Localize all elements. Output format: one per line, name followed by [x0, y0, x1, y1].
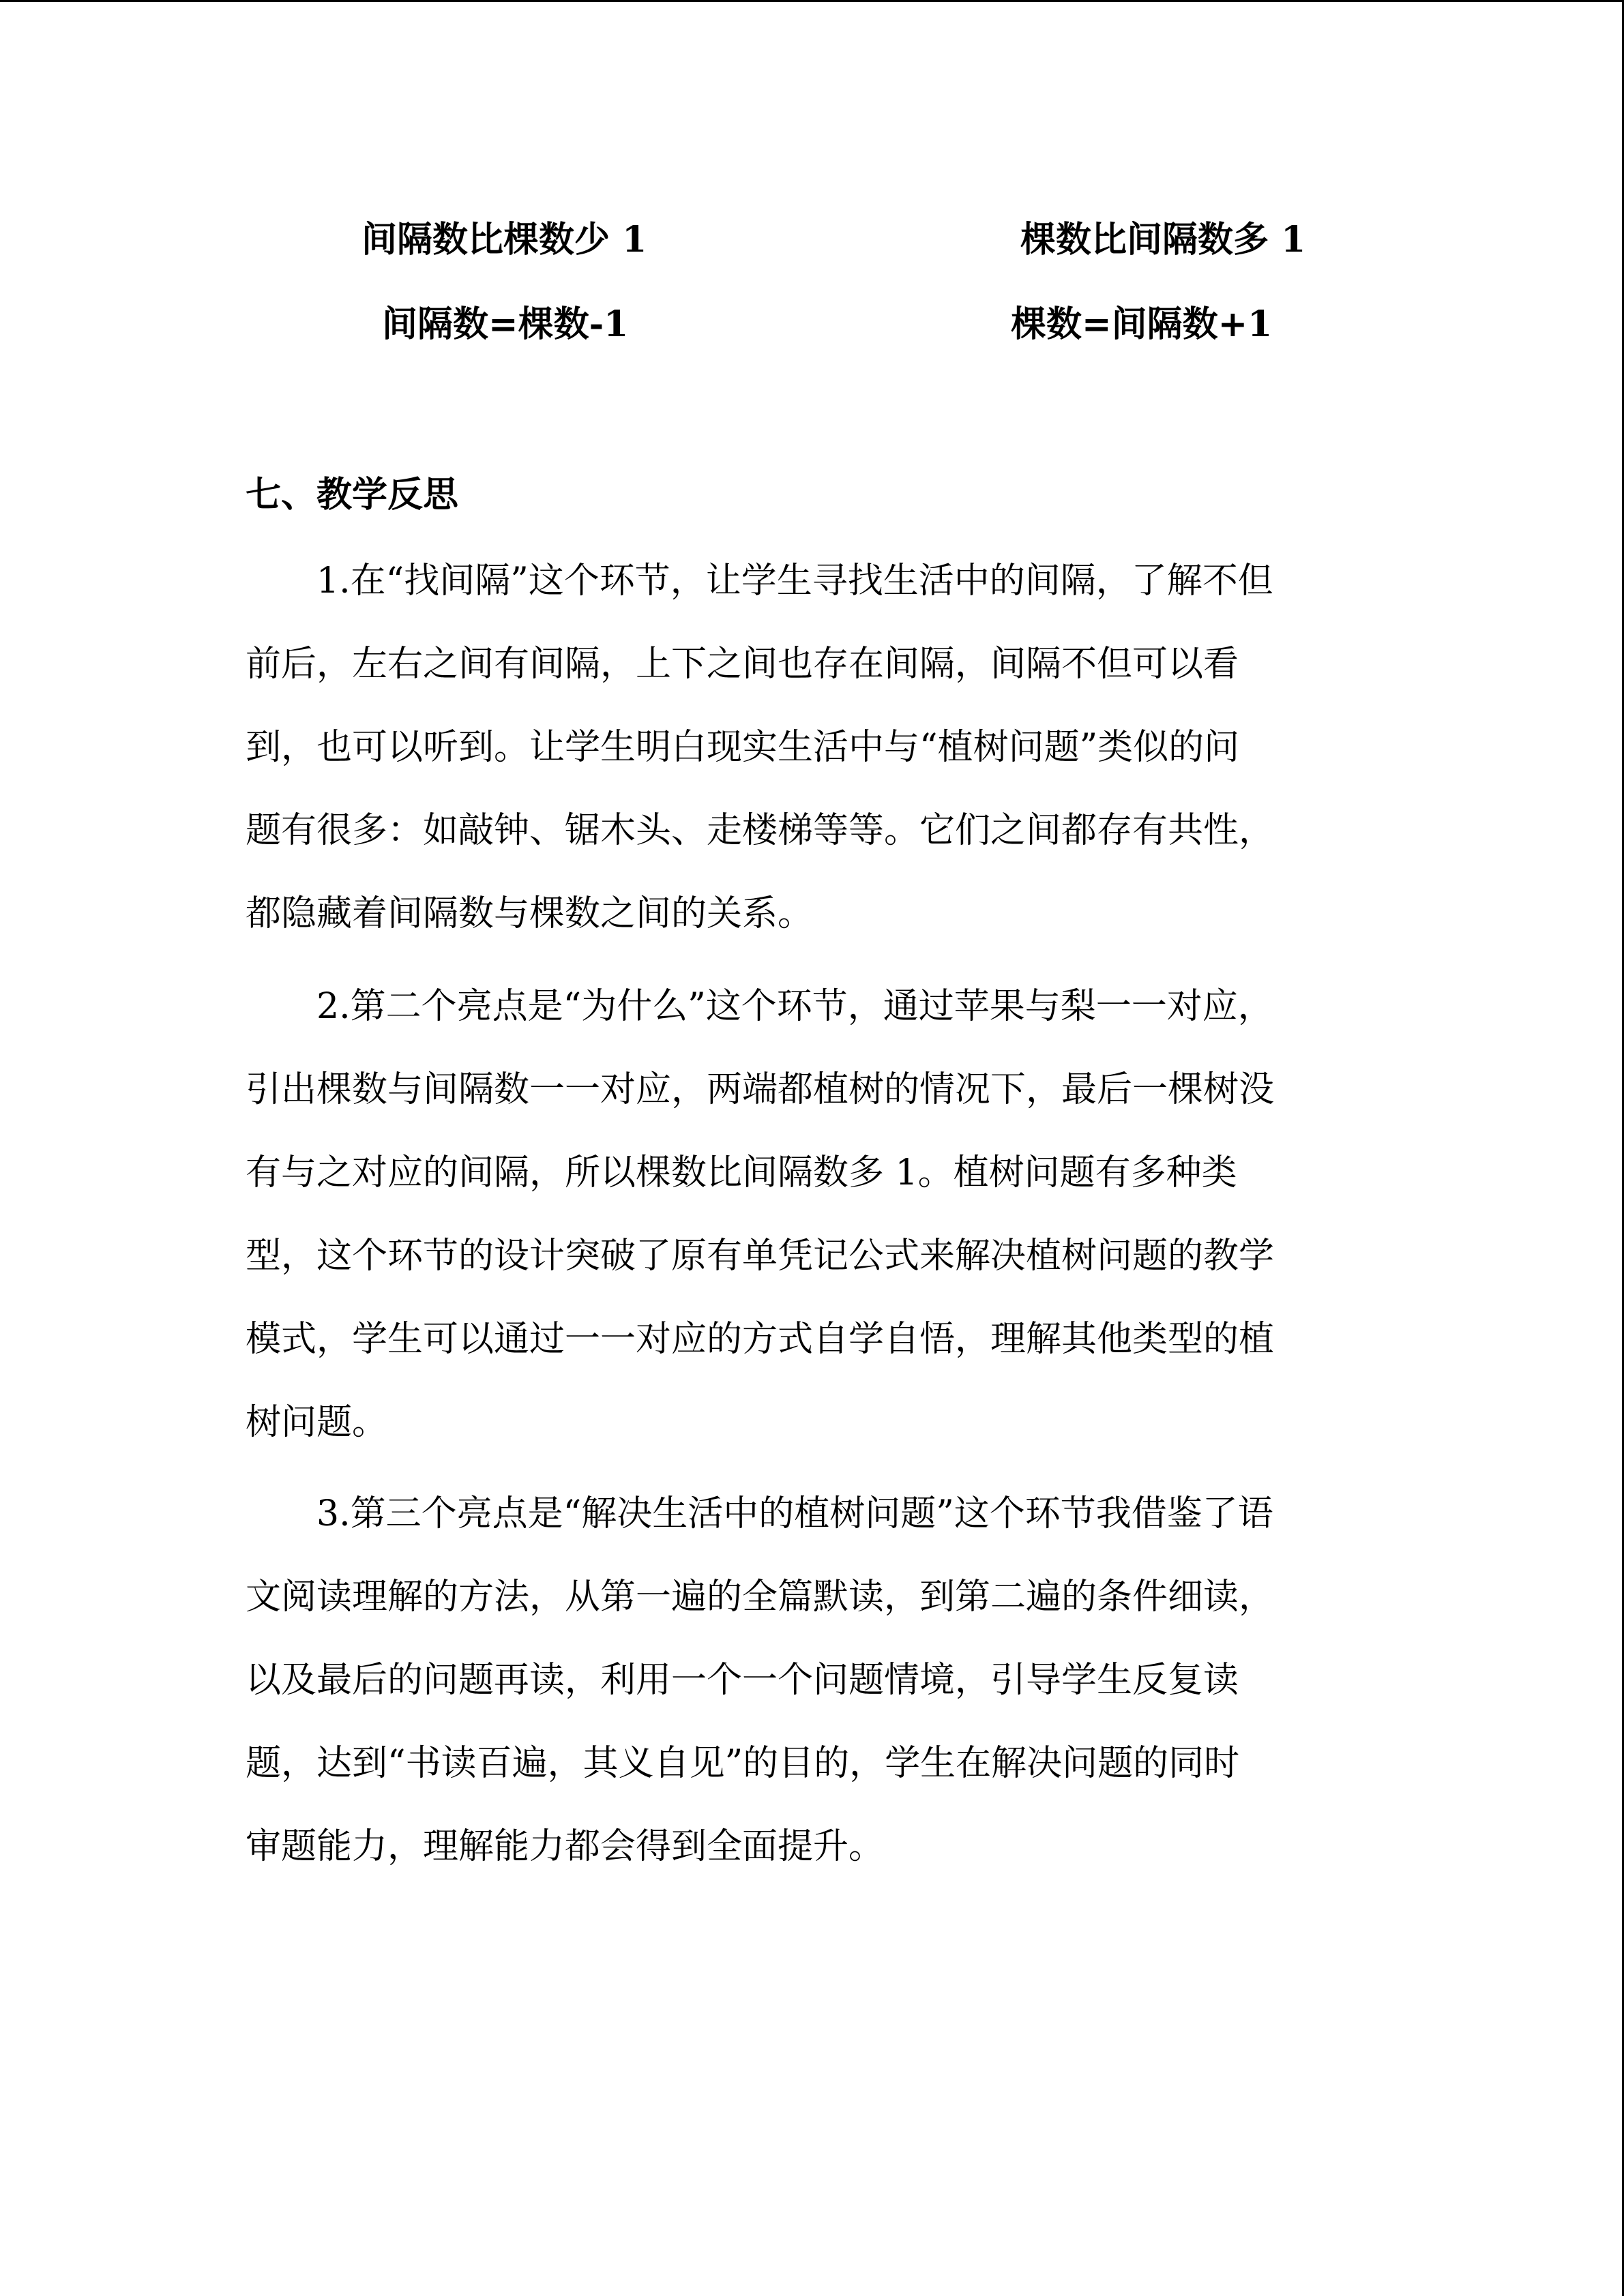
- paragraph-line: 型，这个环节的设计突破了原有单凭记公式来解决植树问题的教学: [246, 1236, 1275, 1277]
- section-heading: 七、教学反思: [246, 474, 459, 516]
- formula-left-line-1: 间隔数比棵数少 1: [361, 219, 647, 260]
- paragraph-line: 题有很多：如敲钟、锯木头、走楼梯等等。它们之间都存有共性，: [246, 810, 1275, 851]
- paragraph-line: 题，达到“书读百遍，其义自见”的目的，学生在解决问题的同时: [246, 1743, 1240, 1784]
- paragraph-line: 树问题。: [246, 1402, 388, 1443]
- paragraph-line: 都隐藏着间隔数与棵数之间的关系。: [246, 893, 814, 934]
- paragraph-line: 2.第二个亮点是“为什么”这个环节，通过苹果与梨一一对应，: [246, 986, 1273, 1027]
- formula-right-line-1: 棵数比间隔数多 1: [1020, 219, 1306, 260]
- paragraph-line: 前后，左右之间有间隔，上下之间也存在间隔，间隔不但可以看: [246, 644, 1239, 685]
- paragraph-line: 1.在“找间隔”这个环节，让学生寻找生活中的间隔，了解不但: [246, 561, 1273, 601]
- paragraph-line: 有与之对应的间隔，所以棵数比间隔数多 1。植树问题有多种类: [246, 1152, 1237, 1193]
- paragraph-line: 到，也可以听到。让学生明白现实生活中与“植树问题”类似的问: [246, 727, 1240, 768]
- paragraph-line: 引出棵数与间隔数一一对应，两端都植树的情况下，最后一棵树没: [246, 1069, 1275, 1110]
- paragraph-line: 模式，学生可以通过一一对应的方式自学自悟，理解其他类型的植: [246, 1319, 1275, 1360]
- formula-left-line-2: 间隔数=棵数-1: [382, 303, 629, 345]
- paragraph-line: 3.第三个亮点是“解决生活中的植树问题”这个环节我借鉴了语: [246, 1493, 1273, 1534]
- paragraph-line: 审题能力，理解能力都会得到全面提升。: [246, 1826, 885, 1867]
- paragraph-line: 文阅读理解的方法，从第一遍的全篇默读，到第二遍的条件细读，: [246, 1577, 1275, 1617]
- paragraph-line: 以及最后的问题再读，利用一个一个问题情境，引导学生反复读: [246, 1660, 1239, 1701]
- formula-right-line-2: 棵数=间隔数+1: [1011, 303, 1273, 345]
- top-border-line: [0, 0, 1624, 2]
